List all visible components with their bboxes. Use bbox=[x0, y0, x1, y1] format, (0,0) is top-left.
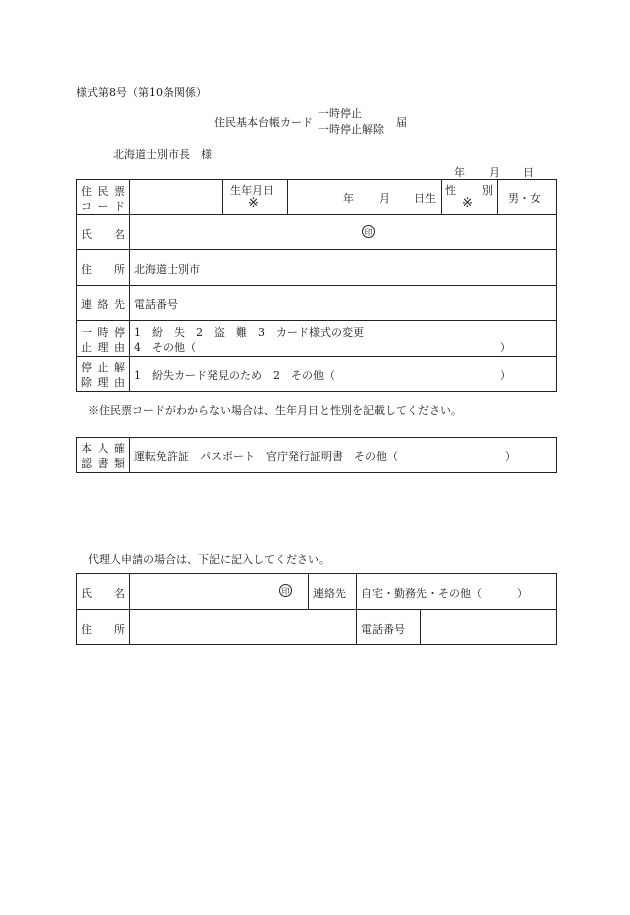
address-label: 住 所 bbox=[81, 263, 125, 276]
release-label-line1: 停 止 解 bbox=[81, 361, 125, 374]
suspend-label-line2: 止 理 由 bbox=[81, 341, 125, 354]
proxy-phone-label: 電話番号 bbox=[361, 623, 405, 636]
address-value[interactable]: 北海道士別市 bbox=[134, 263, 200, 276]
birth-date-input[interactable] bbox=[288, 180, 440, 213]
suspend-label-line1: 一 時 停 bbox=[81, 326, 125, 339]
proxy-note: 代理人申請の場合は、下記に記入してください。 bbox=[88, 553, 330, 566]
release-options[interactable]: 1 紛失カード発見のため 2 その他（ bbox=[134, 369, 335, 382]
id-other-close: ） bbox=[505, 450, 516, 463]
release-label-line2: 除 理 由 bbox=[81, 376, 125, 389]
suspend-options[interactable]: 1 紛 失 2 盗 難 3 カード様式の変更 bbox=[134, 326, 364, 339]
sex-label: 性 別 bbox=[445, 184, 493, 197]
proxy-phone-input[interactable] bbox=[421, 610, 556, 644]
birth-mark: ※ bbox=[248, 196, 259, 211]
proxy-address-input[interactable] bbox=[130, 610, 355, 644]
proxy-address-label: 住 所 bbox=[81, 623, 125, 636]
birth-day-unit: 日生 bbox=[414, 192, 436, 205]
sex-value[interactable]: 男・女 bbox=[508, 192, 541, 205]
release-other-close: ） bbox=[500, 369, 511, 382]
date-month: 月 bbox=[489, 166, 500, 179]
code-label-line2: コ ー ド bbox=[81, 200, 125, 213]
title-prefix: 住民基本台帳カード bbox=[214, 116, 313, 129]
form-number: 様式第8号（第10条関係） bbox=[76, 86, 207, 99]
date-day: 日 bbox=[523, 166, 534, 179]
id-label-line2: 認 書 類 bbox=[81, 457, 125, 470]
suspend-other[interactable]: 4 その他（ bbox=[134, 341, 196, 354]
title-suffix: 届 bbox=[396, 116, 407, 129]
code-note: ※住民票コードがわからない場合は、生年月日と性別を記載してください。 bbox=[88, 404, 462, 417]
seal-icon: 印 bbox=[362, 225, 375, 238]
proxy-contact-label: 連絡先 bbox=[313, 587, 346, 600]
title-option-suspend: 一時停止 bbox=[318, 107, 362, 120]
addressee: 北海道士別市長 様 bbox=[113, 148, 212, 161]
sex-mark: ※ bbox=[462, 196, 473, 211]
birth-year-unit: 年 bbox=[343, 192, 354, 205]
birth-label: 生年月日 bbox=[230, 184, 274, 197]
name-input[interactable] bbox=[130, 215, 556, 248]
id-options[interactable]: 運転免許証 パスポート 官庁発行証明書 その他（ bbox=[134, 450, 398, 463]
birth-month-unit: 月 bbox=[379, 192, 390, 205]
proxy-contact-value[interactable]: 自宅・勤務先・その他（ bbox=[361, 587, 482, 600]
suspend-other-close: ） bbox=[500, 341, 511, 354]
proxy-name-label: 氏 名 bbox=[81, 587, 125, 600]
contact-label: 連 絡 先 bbox=[81, 298, 125, 311]
title-option-release: 一時停止解除 bbox=[318, 123, 384, 136]
contact-value[interactable]: 電話番号 bbox=[134, 298, 178, 311]
code-label-line1: 住 民 票 bbox=[81, 185, 125, 198]
proxy-seal-icon: 印 bbox=[279, 584, 292, 597]
code-input[interactable] bbox=[130, 180, 221, 213]
name-label: 氏 名 bbox=[81, 228, 125, 241]
id-label-line1: 本 人 確 bbox=[81, 442, 125, 455]
date-year: 年 bbox=[454, 166, 465, 179]
proxy-contact-close: ） bbox=[517, 587, 528, 600]
